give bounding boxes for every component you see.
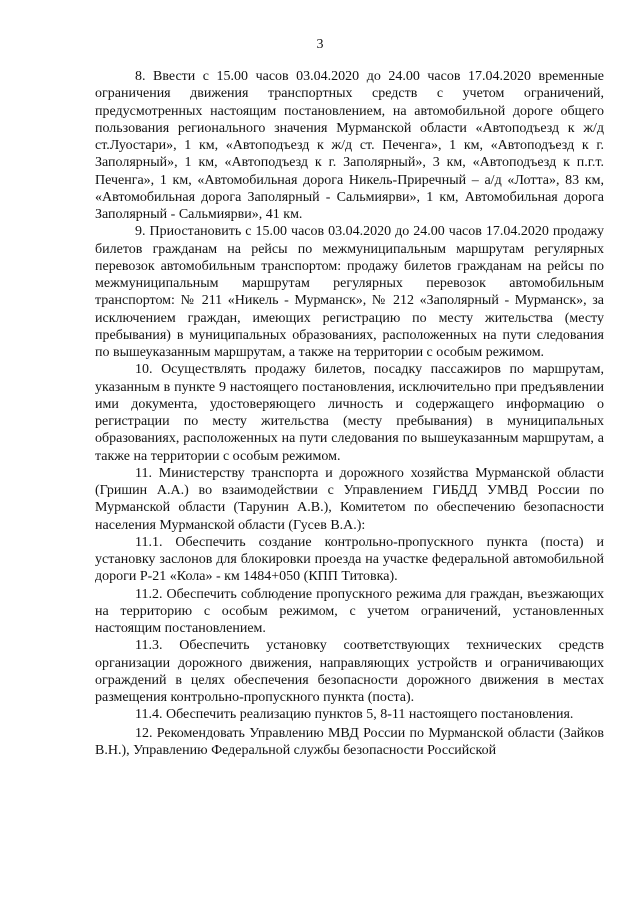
paragraph-11: 11. Министерству транспорта и дорожного хозяйства Мурманской области (Гришин А.А.) во взаимодействии с Управлением ГИБДД УМВД России по Мурманской области (Тарунин А.В.), Комитетом по обеспечению безопасности населения Мурманской области (Гусев В.А.): bbox=[95, 465, 604, 533]
paragraph-11-4: 11.4. Обеспечить реализацию пунктов 5, 8-11 настоящего постановления. bbox=[135, 707, 574, 723]
paragraph-11-3: 11.3. Обеспечить установку соответствующих технических средств организации дорожного движения, направляющих устройств и ограничивающих ограждений в целях обеспечения безопасности дорожного движения в местах размещения контрольно-пропускного пункта (поста). bbox=[95, 638, 604, 705]
page-number: 3 bbox=[316, 37, 324, 52]
paragraph-11-1: 11.1. Обеспечить создание контрольно-пропускного пункта (поста) и установку заслонов для блокировки проезда на участке федеральной автомобильной дороги Р-21 «Кола» - км 1484+050 (КПП Титовка). bbox=[95, 534, 604, 585]
paragraph-11-2: 11.2. Обеспечить соблюдение пропускного режима для граждан, въезжающих на территорию с особым режимом, с учетом ограничений, установленных настоящим постановлением. bbox=[95, 586, 604, 636]
paragraph-8: 8. Ввести с 15.00 часов 03.04.2020 до 24.00 часов 17.04.2020 временные ограничения движения транспортных средств с учетом ограничений, предусмотренных настоящим постановлением, на автомобильной дороге общего пользования регионального значения Мурманской области «Автоподъезд к ж/д ст.Луостари», 1 км, «Автоподъезд к ж/д ст. Печенга», 1 км, «Автоподъезд к г. Заполярный», 1 км, «Автоподъезд к г. Заполярный», 3 км, «Автоподъезд к п.г.т. Печенга», 1 км, «Автомобильная дорога Никель-Приречный – а/д «Лотта», 83 км, «Автомобильная дорога Заполярный - Сальмиярви», 1 км, Автомобильная дорога Заполярный - Сальмиярви», 41 км. bbox=[95, 69, 604, 222]
paragraph-9: 9. Приостановить с 15.00 часов 03.04.2020 до 24.00 часов 17.04.2020 продажу билетов гражданам на рейсы по межмуниципальным маршрутам регулярных перевозок автомобильным транспортом: продажу билетов гражданам на рейсы по межмуниципальным маршрутам регулярных перевозок автомобильным транспортом: № 211 «Никель - Мурманск», № 212 «Заполярный - Мурманск», за исключением граждан, имеющих регистрацию по месту жительства (месту пребывания) в муниципальных образованиях, расположенных на пути следования по вышеуказанным маршрутам, а также на территории с особым режимом. bbox=[95, 224, 604, 360]
paragraph-10: 10. Осуществлять продажу билетов, посадку пассажиров по маршрутам, указанным в пункте 9 настоящего постановления, исключительно при предъявлении ими документа, удостоверяющего личность и содержащего информацию о регистрации по месту жительства (месту пребывания) в муниципальных образованиях, расположенных на пути следования по вышеуказанным маршрутам, а также на территории с особым режимом. bbox=[95, 362, 604, 464]
document-body bbox=[95, 68, 604, 759]
paragraph-12: 12. Рекомендовать Управлению МВД России по Мурманской области (Зайков В.Н.), Управлению Федеральной службы безопасности Российской bbox=[95, 725, 604, 758]
